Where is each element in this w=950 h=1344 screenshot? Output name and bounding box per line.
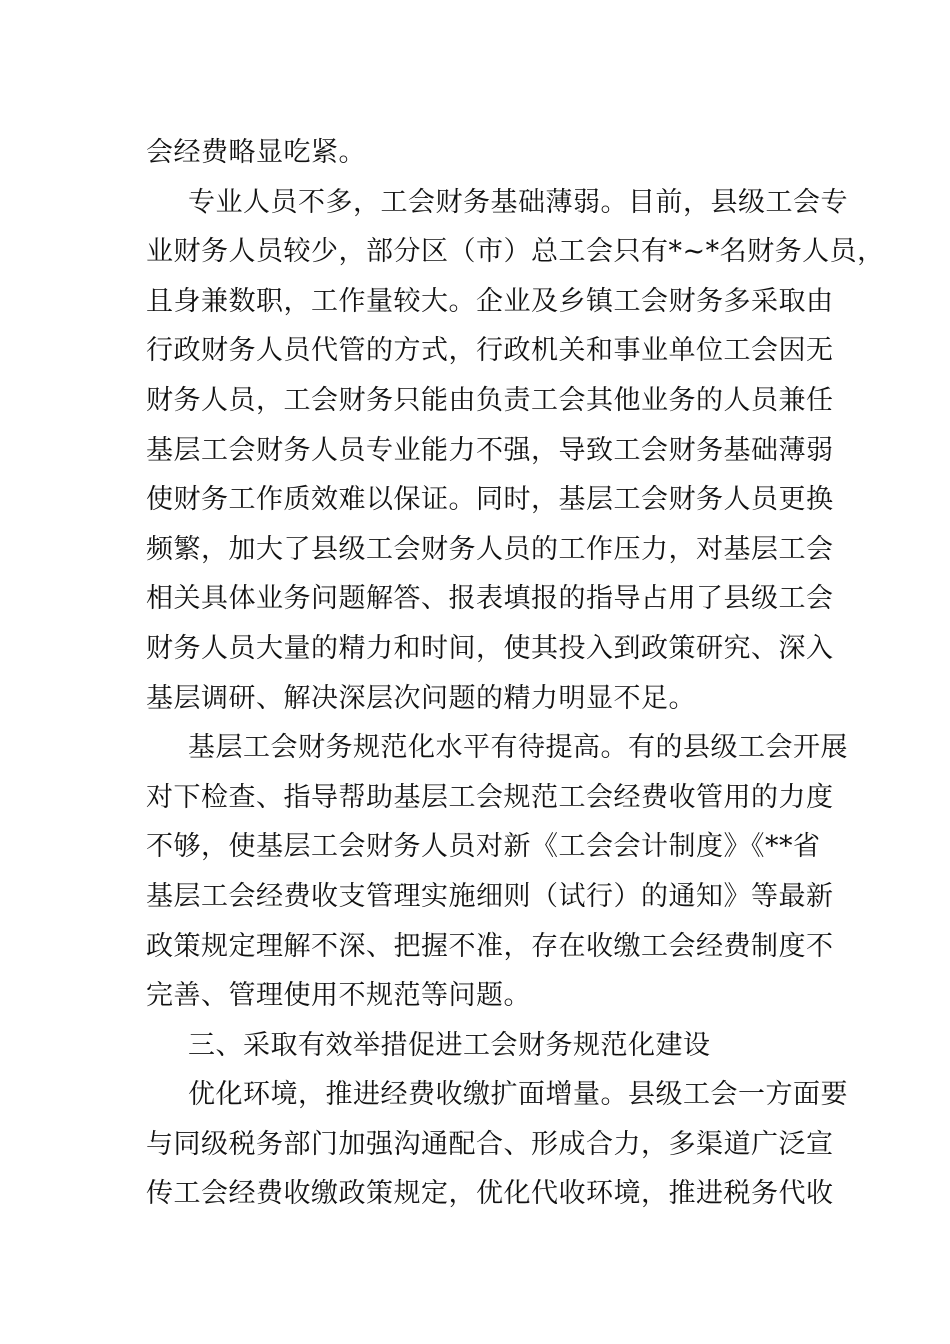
text-line: 业财务人员较少，部分区（市）总工会只有*~*名财务人员， — [146, 236, 885, 268]
text-line: 财务人员大量的精力和时间，使其投入到政策研究、深入 — [146, 632, 834, 664]
text-line: 完善、管理使用不规范等问题。 — [146, 980, 531, 1012]
paragraph-first-line: 优化环境，推进经费收缴扩面增量。县级工会一方面要 — [188, 1079, 848, 1111]
paragraph-first-line: 专业人员不多，工会财务基础薄弱。目前，县级工会专 — [188, 186, 848, 218]
text-line: 对下检查、指导帮助基层工会规范工会经费收管用的力度 — [146, 781, 834, 813]
text-line: 基层工会经费收支管理实施细则（试行）的通知》等最新 — [146, 880, 834, 912]
section-heading: 三、采取有效举措促进工会财务规范化建设 — [188, 1029, 711, 1061]
text-line: 会经费略显吃紧。 — [146, 137, 366, 168]
paragraph-first-line: 基层工会财务规范化水平有待提高。有的县级工会开展 — [188, 732, 848, 764]
text-line: 不够，使基层工会财务人员对新《工会会计制度》《**省 — [146, 831, 821, 863]
body-text — [146, 128, 885, 1219]
text-line: 使财务工作质效难以保证。同时，基层工会财务人员更换 — [146, 484, 834, 516]
text-line: 财务人员，工会财务只能由负责工会其他业务的人员兼任 — [146, 384, 834, 416]
text-line: 且身兼数职，工作量较大。企业及乡镇工会财务多采取由 — [146, 285, 834, 317]
text-line: 基层调研、解决深层次问题的精力明显不足。 — [146, 682, 696, 714]
text-line: 相关具体业务问题解答、报表填报的指导占用了县级工会 — [146, 583, 834, 615]
text-line: 频繁，加大了县级工会财务人员的工作压力，对基层工会 — [146, 533, 834, 565]
text-line: 政策规定理解不深、把握不准，存在收缴工会经费制度不 — [146, 930, 834, 962]
text-line: 传工会经费收缴政策规定，优化代收环境，推进税务代收 — [146, 1178, 834, 1210]
text-line: 基层工会财务人员专业能力不强，导致工会财务基础薄弱 — [146, 434, 834, 466]
text-line: 与同级税务部门加强沟通配合、形成合力，多渠道广泛宣 — [146, 1128, 834, 1160]
text-line: 行政财务人员代管的方式，行政机关和事业单位工会因无 — [146, 335, 834, 367]
